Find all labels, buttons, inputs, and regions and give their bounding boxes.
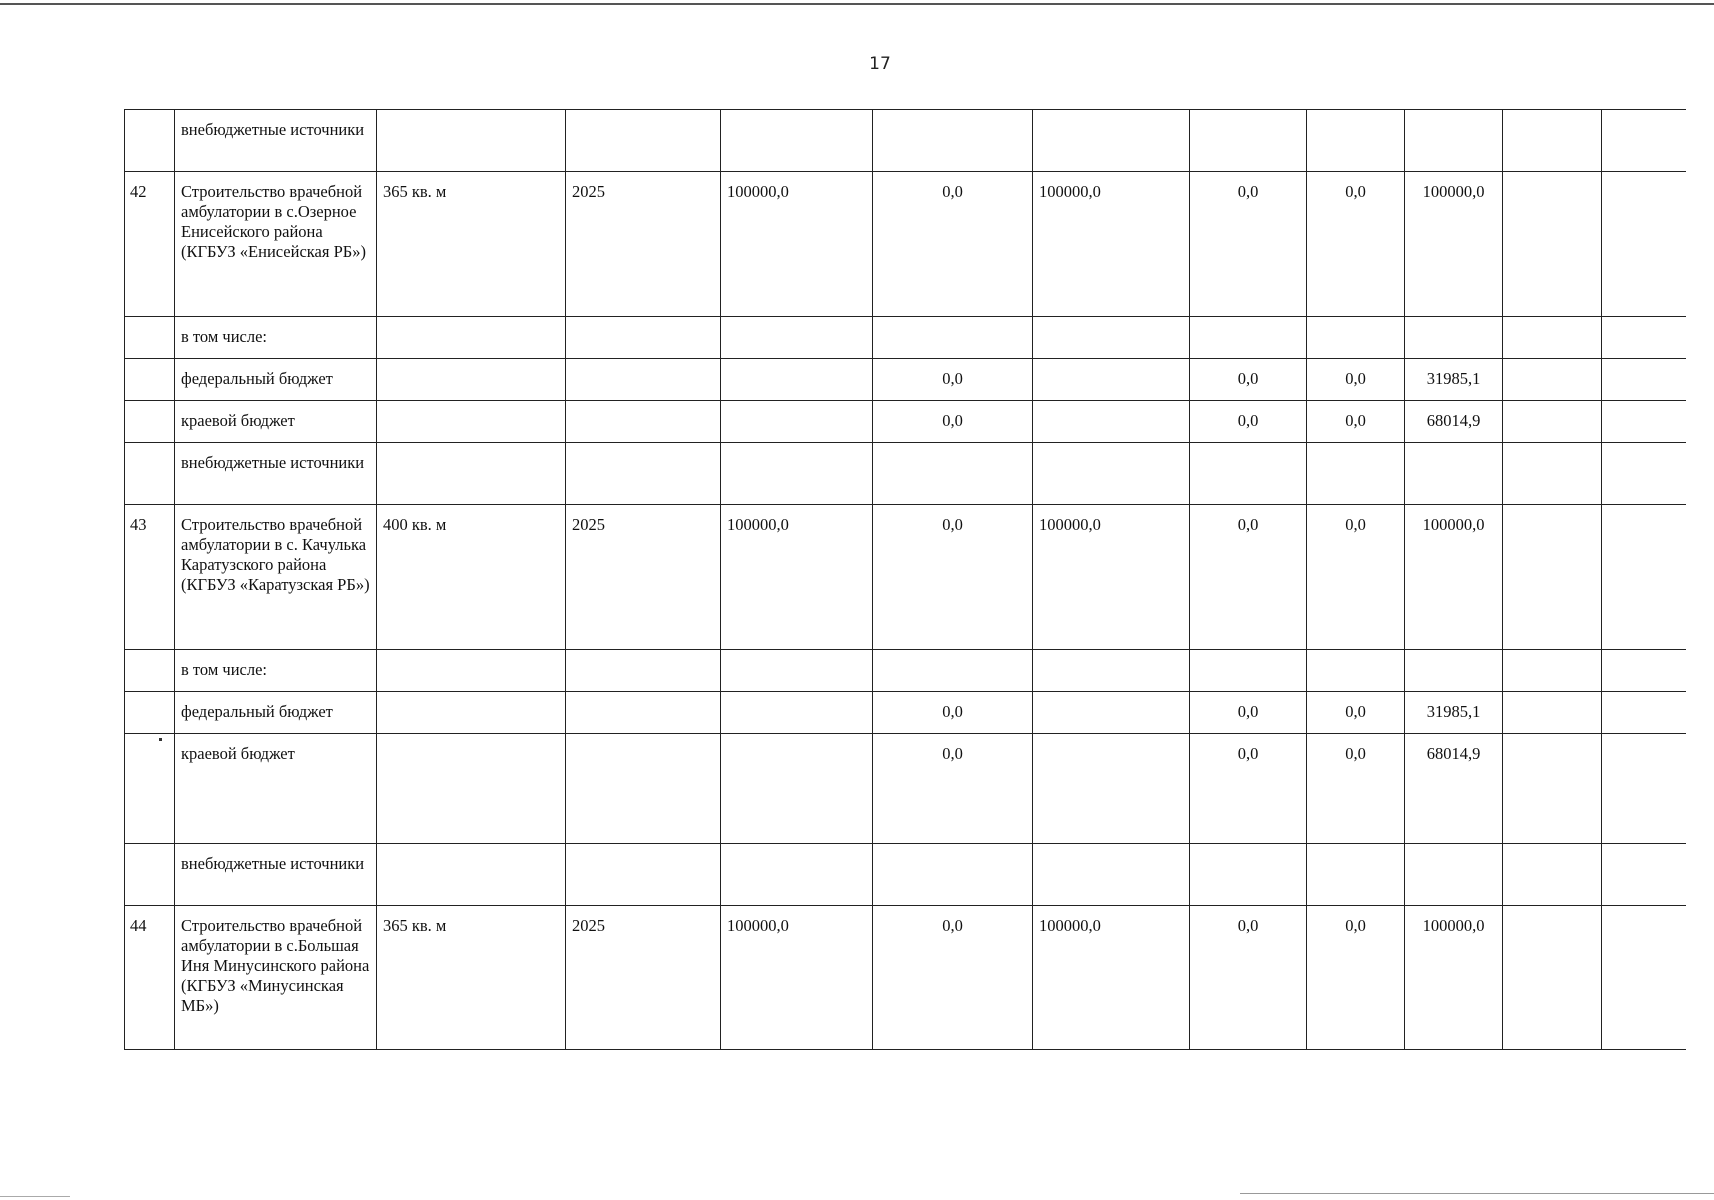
row-index-cell: [125, 734, 175, 844]
value-cell-3: 0,0: [1190, 359, 1307, 401]
capacity-cell: 365 кв. м: [377, 172, 566, 317]
total-cost-cell: [721, 844, 873, 906]
year-cell: [566, 844, 721, 906]
value-cell-7: [1602, 317, 1686, 359]
total-cost-cell: 100000,0: [721, 505, 873, 650]
table-row: [125, 359, 1686, 401]
construction-funding-table: [124, 109, 1686, 1050]
object-name-cell: краевой бюджет: [175, 401, 377, 443]
table-row: [125, 692, 1686, 734]
value-cell-6: [1503, 734, 1602, 844]
value-cell-1: 0,0: [873, 734, 1033, 844]
year-cell: [566, 359, 721, 401]
object-name-cell: внебюджетные источники: [175, 844, 377, 906]
value-cell-6: [1503, 906, 1602, 1050]
value-cell-4: [1307, 317, 1405, 359]
value-cell-4: [1307, 110, 1405, 172]
total-cost-cell: [721, 443, 873, 505]
table-row: [125, 650, 1686, 692]
value-cell-6: [1503, 650, 1602, 692]
year-cell: [566, 650, 721, 692]
value-cell-3: 0,0: [1190, 401, 1307, 443]
value-cell-1: 0,0: [873, 692, 1033, 734]
value-cell-6: [1503, 317, 1602, 359]
value-cell-6: [1503, 110, 1602, 172]
year-cell: 2025: [566, 906, 721, 1050]
value-cell-5: 100000,0: [1405, 906, 1503, 1050]
page-number: 17: [869, 54, 891, 74]
object-name-cell: внебюджетные источники: [175, 443, 377, 505]
value-cell-1: [873, 443, 1033, 505]
year-cell: [566, 734, 721, 844]
capacity-cell: [377, 692, 566, 734]
value-cell-1: 0,0: [873, 505, 1033, 650]
bottom-border-line: [1240, 1193, 1714, 1194]
year-cell: [566, 443, 721, 505]
year-cell: [566, 692, 721, 734]
value-cell-3: 0,0: [1190, 505, 1307, 650]
value-cell-5: [1405, 317, 1503, 359]
value-cell-1: [873, 110, 1033, 172]
total-cost-cell: [721, 692, 873, 734]
table-row: [125, 317, 1686, 359]
value-cell-2: 100000,0: [1033, 906, 1190, 1050]
value-cell-6: [1503, 692, 1602, 734]
value-cell-2: [1033, 734, 1190, 844]
value-cell-2: [1033, 401, 1190, 443]
value-cell-3: 0,0: [1190, 734, 1307, 844]
value-cell-5: [1405, 110, 1503, 172]
object-name-cell: внебюджетные источники: [175, 110, 377, 172]
value-cell-5: [1405, 443, 1503, 505]
value-cell-1: 0,0: [873, 172, 1033, 317]
value-cell-1: [873, 650, 1033, 692]
value-cell-6: [1503, 401, 1602, 443]
row-index-cell: 43: [125, 505, 175, 650]
table-row: [125, 401, 1686, 443]
object-name-cell: Строительство врачебной амбулатории в с.Озерное Енисейского района (КГБУЗ «Енисейская РБ»): [175, 172, 377, 317]
row-index-cell: 44: [125, 906, 175, 1050]
value-cell-7: [1602, 110, 1686, 172]
capacity-cell: [377, 401, 566, 443]
total-cost-cell: 100000,0: [721, 906, 873, 1050]
value-cell-2: [1033, 650, 1190, 692]
value-cell-7: [1602, 692, 1686, 734]
value-cell-5: 100000,0: [1405, 172, 1503, 317]
value-cell-6: [1503, 505, 1602, 650]
table-row: [125, 844, 1686, 906]
capacity-cell: 400 кв. м: [377, 505, 566, 650]
value-cell-4: 0,0: [1307, 401, 1405, 443]
object-name-cell: в том числе:: [175, 650, 377, 692]
row-index-cell: [125, 359, 175, 401]
row-index-cell: [125, 844, 175, 906]
value-cell-7: [1602, 443, 1686, 505]
total-cost-cell: [721, 359, 873, 401]
value-cell-3: 0,0: [1190, 692, 1307, 734]
total-cost-cell: [721, 650, 873, 692]
value-cell-1: 0,0: [873, 401, 1033, 443]
value-cell-7: [1602, 844, 1686, 906]
table-row: [125, 734, 1686, 844]
capacity-cell: [377, 734, 566, 844]
value-cell-3: [1190, 650, 1307, 692]
table-row: [125, 172, 1686, 317]
value-cell-2: [1033, 844, 1190, 906]
value-cell-2: 100000,0: [1033, 505, 1190, 650]
value-cell-3: 0,0: [1190, 906, 1307, 1050]
value-cell-4: 0,0: [1307, 906, 1405, 1050]
value-cell-1: [873, 317, 1033, 359]
value-cell-4: [1307, 443, 1405, 505]
capacity-cell: [377, 844, 566, 906]
value-cell-3: [1190, 110, 1307, 172]
value-cell-5: 31985,1: [1405, 692, 1503, 734]
value-cell-7: [1602, 172, 1686, 317]
value-cell-2: [1033, 110, 1190, 172]
row-index-cell: [125, 443, 175, 505]
value-cell-7: [1602, 650, 1686, 692]
value-cell-5: 68014,9: [1405, 401, 1503, 443]
value-cell-5: 100000,0: [1405, 505, 1503, 650]
object-name-cell: краевой бюджет: [175, 734, 377, 844]
value-cell-6: [1503, 172, 1602, 317]
table-row: [125, 443, 1686, 505]
object-name-cell: федеральный бюджет: [175, 359, 377, 401]
value-cell-4: 0,0: [1307, 692, 1405, 734]
capacity-cell: [377, 110, 566, 172]
object-name-cell: Строительство врачебной амбулатории в с.Большая Иня Минусинского района (КГБУЗ «Минусинская МБ»): [175, 906, 377, 1050]
value-cell-6: [1503, 844, 1602, 906]
value-cell-4: [1307, 844, 1405, 906]
value-cell-4: [1307, 650, 1405, 692]
table-row: [125, 906, 1686, 1050]
value-cell-7: [1602, 906, 1686, 1050]
value-cell-1: 0,0: [873, 906, 1033, 1050]
value-cell-5: 68014,9: [1405, 734, 1503, 844]
value-cell-2: [1033, 359, 1190, 401]
total-cost-cell: [721, 401, 873, 443]
value-cell-2: [1033, 317, 1190, 359]
object-name-cell: в том числе:: [175, 317, 377, 359]
value-cell-7: [1602, 734, 1686, 844]
top-border-line: [0, 3, 1714, 5]
scan-speck: [159, 738, 162, 741]
bottom-left-mark: [0, 1196, 70, 1197]
value-cell-7: [1602, 401, 1686, 443]
value-cell-4: 0,0: [1307, 734, 1405, 844]
capacity-cell: [377, 317, 566, 359]
total-cost-cell: [721, 317, 873, 359]
capacity-cell: [377, 443, 566, 505]
value-cell-3: [1190, 844, 1307, 906]
value-cell-2: 100000,0: [1033, 172, 1190, 317]
year-cell: 2025: [566, 172, 721, 317]
year-cell: [566, 110, 721, 172]
value-cell-2: [1033, 443, 1190, 505]
row-index-cell: [125, 692, 175, 734]
table-row: [125, 110, 1686, 172]
value-cell-7: [1602, 359, 1686, 401]
row-index-cell: [125, 317, 175, 359]
value-cell-1: 0,0: [873, 359, 1033, 401]
row-index-cell: 42: [125, 172, 175, 317]
value-cell-5: 31985,1: [1405, 359, 1503, 401]
object-name-cell: Строительство врачебной амбулатории в с. Качулька Каратузского района (КГБУЗ «Каратузская РБ»): [175, 505, 377, 650]
value-cell-5: [1405, 650, 1503, 692]
value-cell-1: [873, 844, 1033, 906]
value-cell-5: [1405, 844, 1503, 906]
value-cell-4: 0,0: [1307, 505, 1405, 650]
total-cost-cell: [721, 734, 873, 844]
value-cell-3: [1190, 317, 1307, 359]
value-cell-6: [1503, 443, 1602, 505]
value-cell-4: 0,0: [1307, 359, 1405, 401]
table-row: [125, 505, 1686, 650]
value-cell-7: [1602, 505, 1686, 650]
value-cell-4: 0,0: [1307, 172, 1405, 317]
value-cell-2: [1033, 692, 1190, 734]
capacity-cell: [377, 359, 566, 401]
year-cell: 2025: [566, 505, 721, 650]
capacity-cell: [377, 650, 566, 692]
capacity-cell: 365 кв. м: [377, 906, 566, 1050]
total-cost-cell: 100000,0: [721, 172, 873, 317]
row-index-cell: [125, 110, 175, 172]
value-cell-3: 0,0: [1190, 172, 1307, 317]
object-name-cell: федеральный бюджет: [175, 692, 377, 734]
value-cell-3: [1190, 443, 1307, 505]
row-index-cell: [125, 650, 175, 692]
row-index-cell: [125, 401, 175, 443]
year-cell: [566, 401, 721, 443]
value-cell-6: [1503, 359, 1602, 401]
year-cell: [566, 317, 721, 359]
total-cost-cell: [721, 110, 873, 172]
